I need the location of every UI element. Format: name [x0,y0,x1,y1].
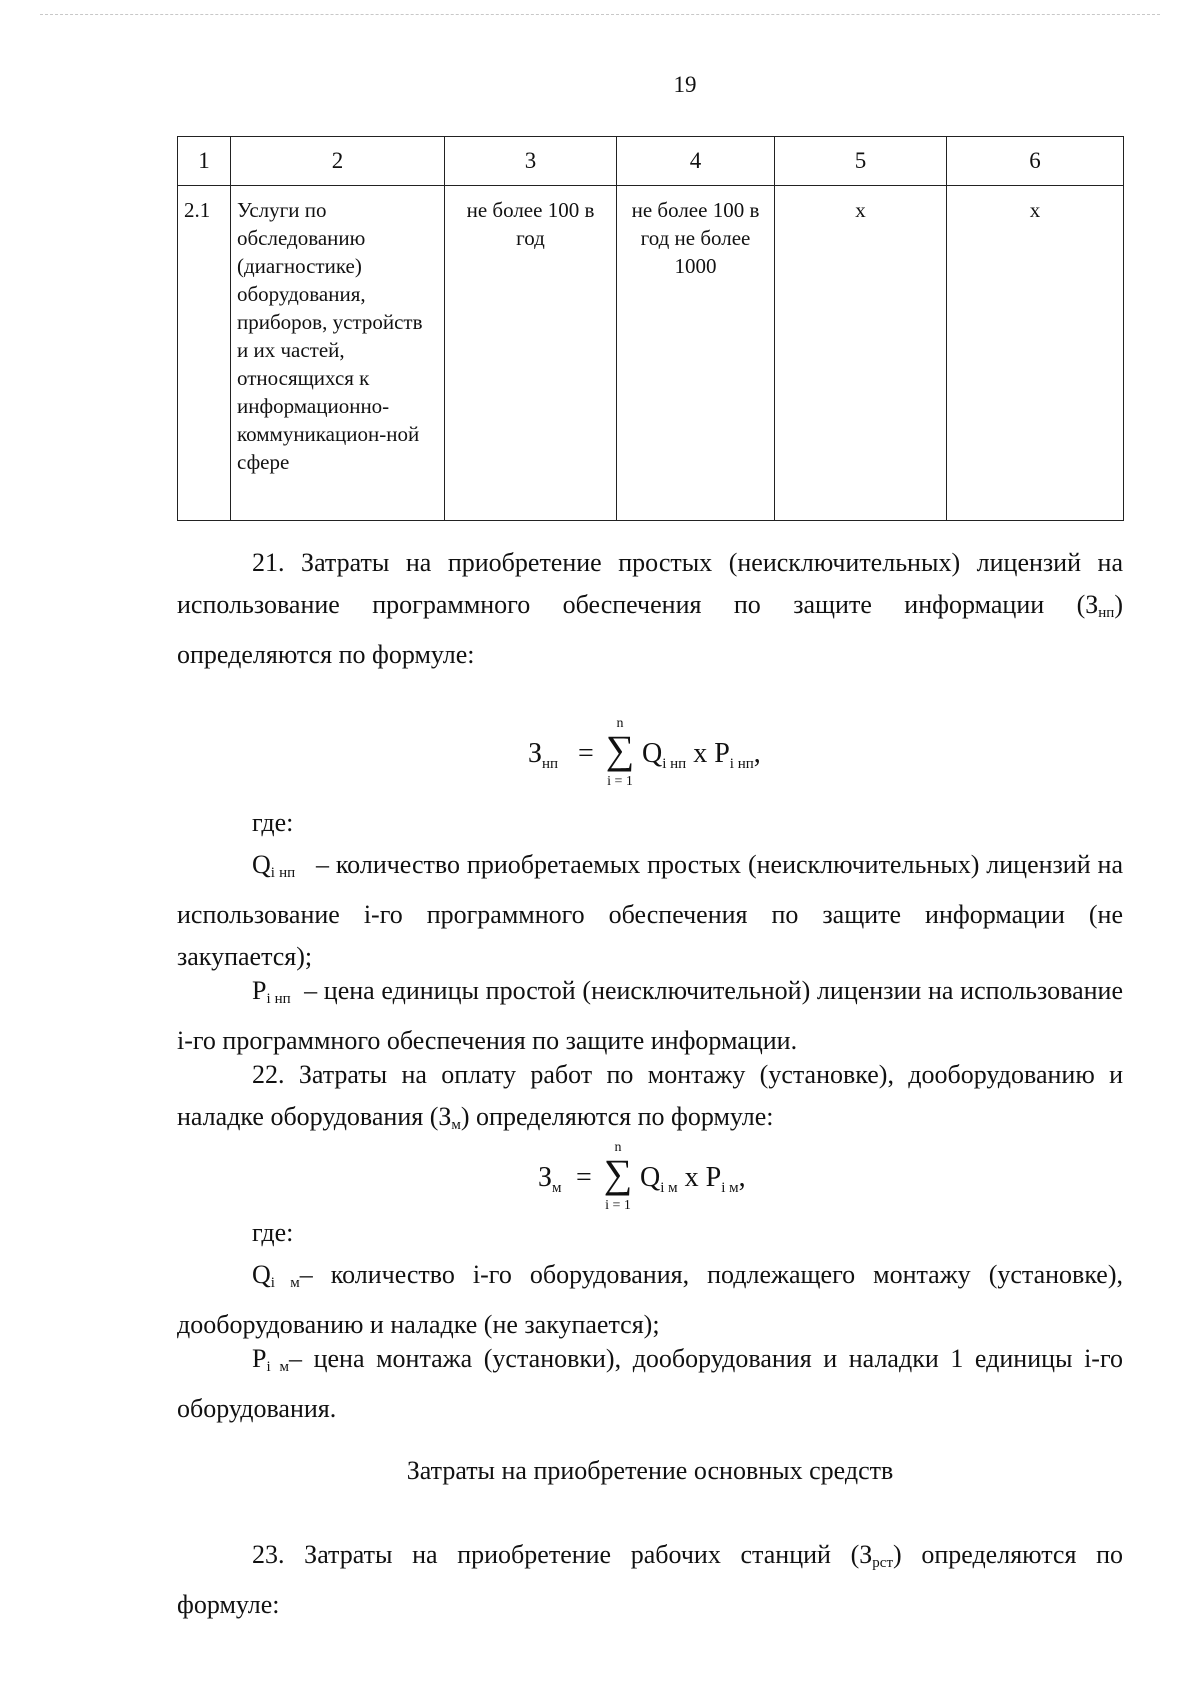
formula-rhs: $Q_{i нп}$ x $P_{i нп}$, [642,738,761,772]
formula-installation [538,1136,778,1226]
table-header-cell: 6 [947,137,1124,186]
table-row [178,186,1124,521]
table-cell-col6: x [947,186,1124,521]
table-header-row [178,137,1124,186]
scan-edge-artifact [40,14,1160,15]
paragraph-23-subscript: рст [872,1555,894,1571]
sum-lower-limit: i = 1 [605,1198,631,1213]
table-cell-number: 2.1 [178,186,231,521]
table-header-cell: 3 [445,137,617,186]
formula-equals: = [576,1162,592,1193]
where-label-1: где: [252,808,294,837]
definition-q-licenses: $Q_{i нп}$ – количество приобретаемых простых (неисключительных) лицензий на использование i-го программного обеспечения по защите информации (не закупается); [177,850,1123,971]
definition-p-installation: $P_{i м}-$ цена монтажа (установки), дооборудования и наладки 1 единицы i-го оборудования. [177,1344,1123,1423]
formula-rhs: $Q_{i м}$ x $P_{i м}$, [640,1162,746,1196]
paragraph-23-text: 23. Затраты на приобретение рабочих станций (З [252,1540,873,1569]
formula-licenses [528,712,788,802]
table-header-cell: 2 [231,137,445,186]
formula-equals: = [578,738,594,769]
paragraph-22-text-end: ) определяются по формуле: [460,1102,774,1131]
section-heading: Затраты на приобретение основных средств [406,1456,894,1485]
sigma-icon: ∑ [603,1151,633,1196]
table-cell-quantity: не более 100 в год [445,186,617,521]
paragraph-21 [177,542,1123,676]
table-header-cell: 4 [617,137,775,186]
paragraph-23-text-end: ) определяются по формуле: [177,1540,1123,1619]
sum-upper-limit: n [614,1140,622,1155]
sum-upper-limit: n [616,716,624,731]
definition-q-installation: $Q_{i м}-$ количество i-го оборудования, подлежащего монтажу (установке), дооборудованию и наладке (не закупается); [177,1260,1123,1339]
paragraph-23 [177,1534,1123,1626]
paragraph-22-subscript: м [451,1117,461,1133]
paragraph-21-text-end: ) определяются по формуле: [177,590,1123,669]
paragraph-22-text: 22. Затраты на оплату работ по монтажу (установке), дооборудованию и наладке оборудования (З [177,1060,1123,1131]
table-cell-price: не более 100 в год не более 1000 [617,186,775,521]
formula-lhs: $З_{нп}$ [528,738,559,772]
cost-table [177,136,1124,521]
table-cell-service: Услуги по обследованию (диагностике) оборудования, приборов, устройств и их частей, относящихся к информационно-коммуникацион-ной сфере [231,186,445,521]
page-number: 19 [673,72,697,97]
table-header-cell: 5 [775,137,947,186]
table-cell-col5: x [775,186,947,521]
paragraph-21-subscript: нп [1098,605,1115,621]
paragraph-22 [177,1054,1123,1146]
definition-p-licenses: $P_{i нп}$ – цена единицы простой (неисключительной) лицензии на использование i-го программного обеспечения по защите информации. [177,976,1123,1055]
formula-lhs: $З_м$ [538,1162,562,1196]
sigma-icon: ∑ [605,727,635,772]
where-label-2: где: [252,1218,294,1247]
paragraph-21-text: 21. Затраты на приобретение простых (неисключительных) лицензий на использование программного обеспечения по защите информации (З [177,548,1123,619]
table-header-cell: 1 [178,137,231,186]
sum-lower-limit: i = 1 [607,774,633,789]
